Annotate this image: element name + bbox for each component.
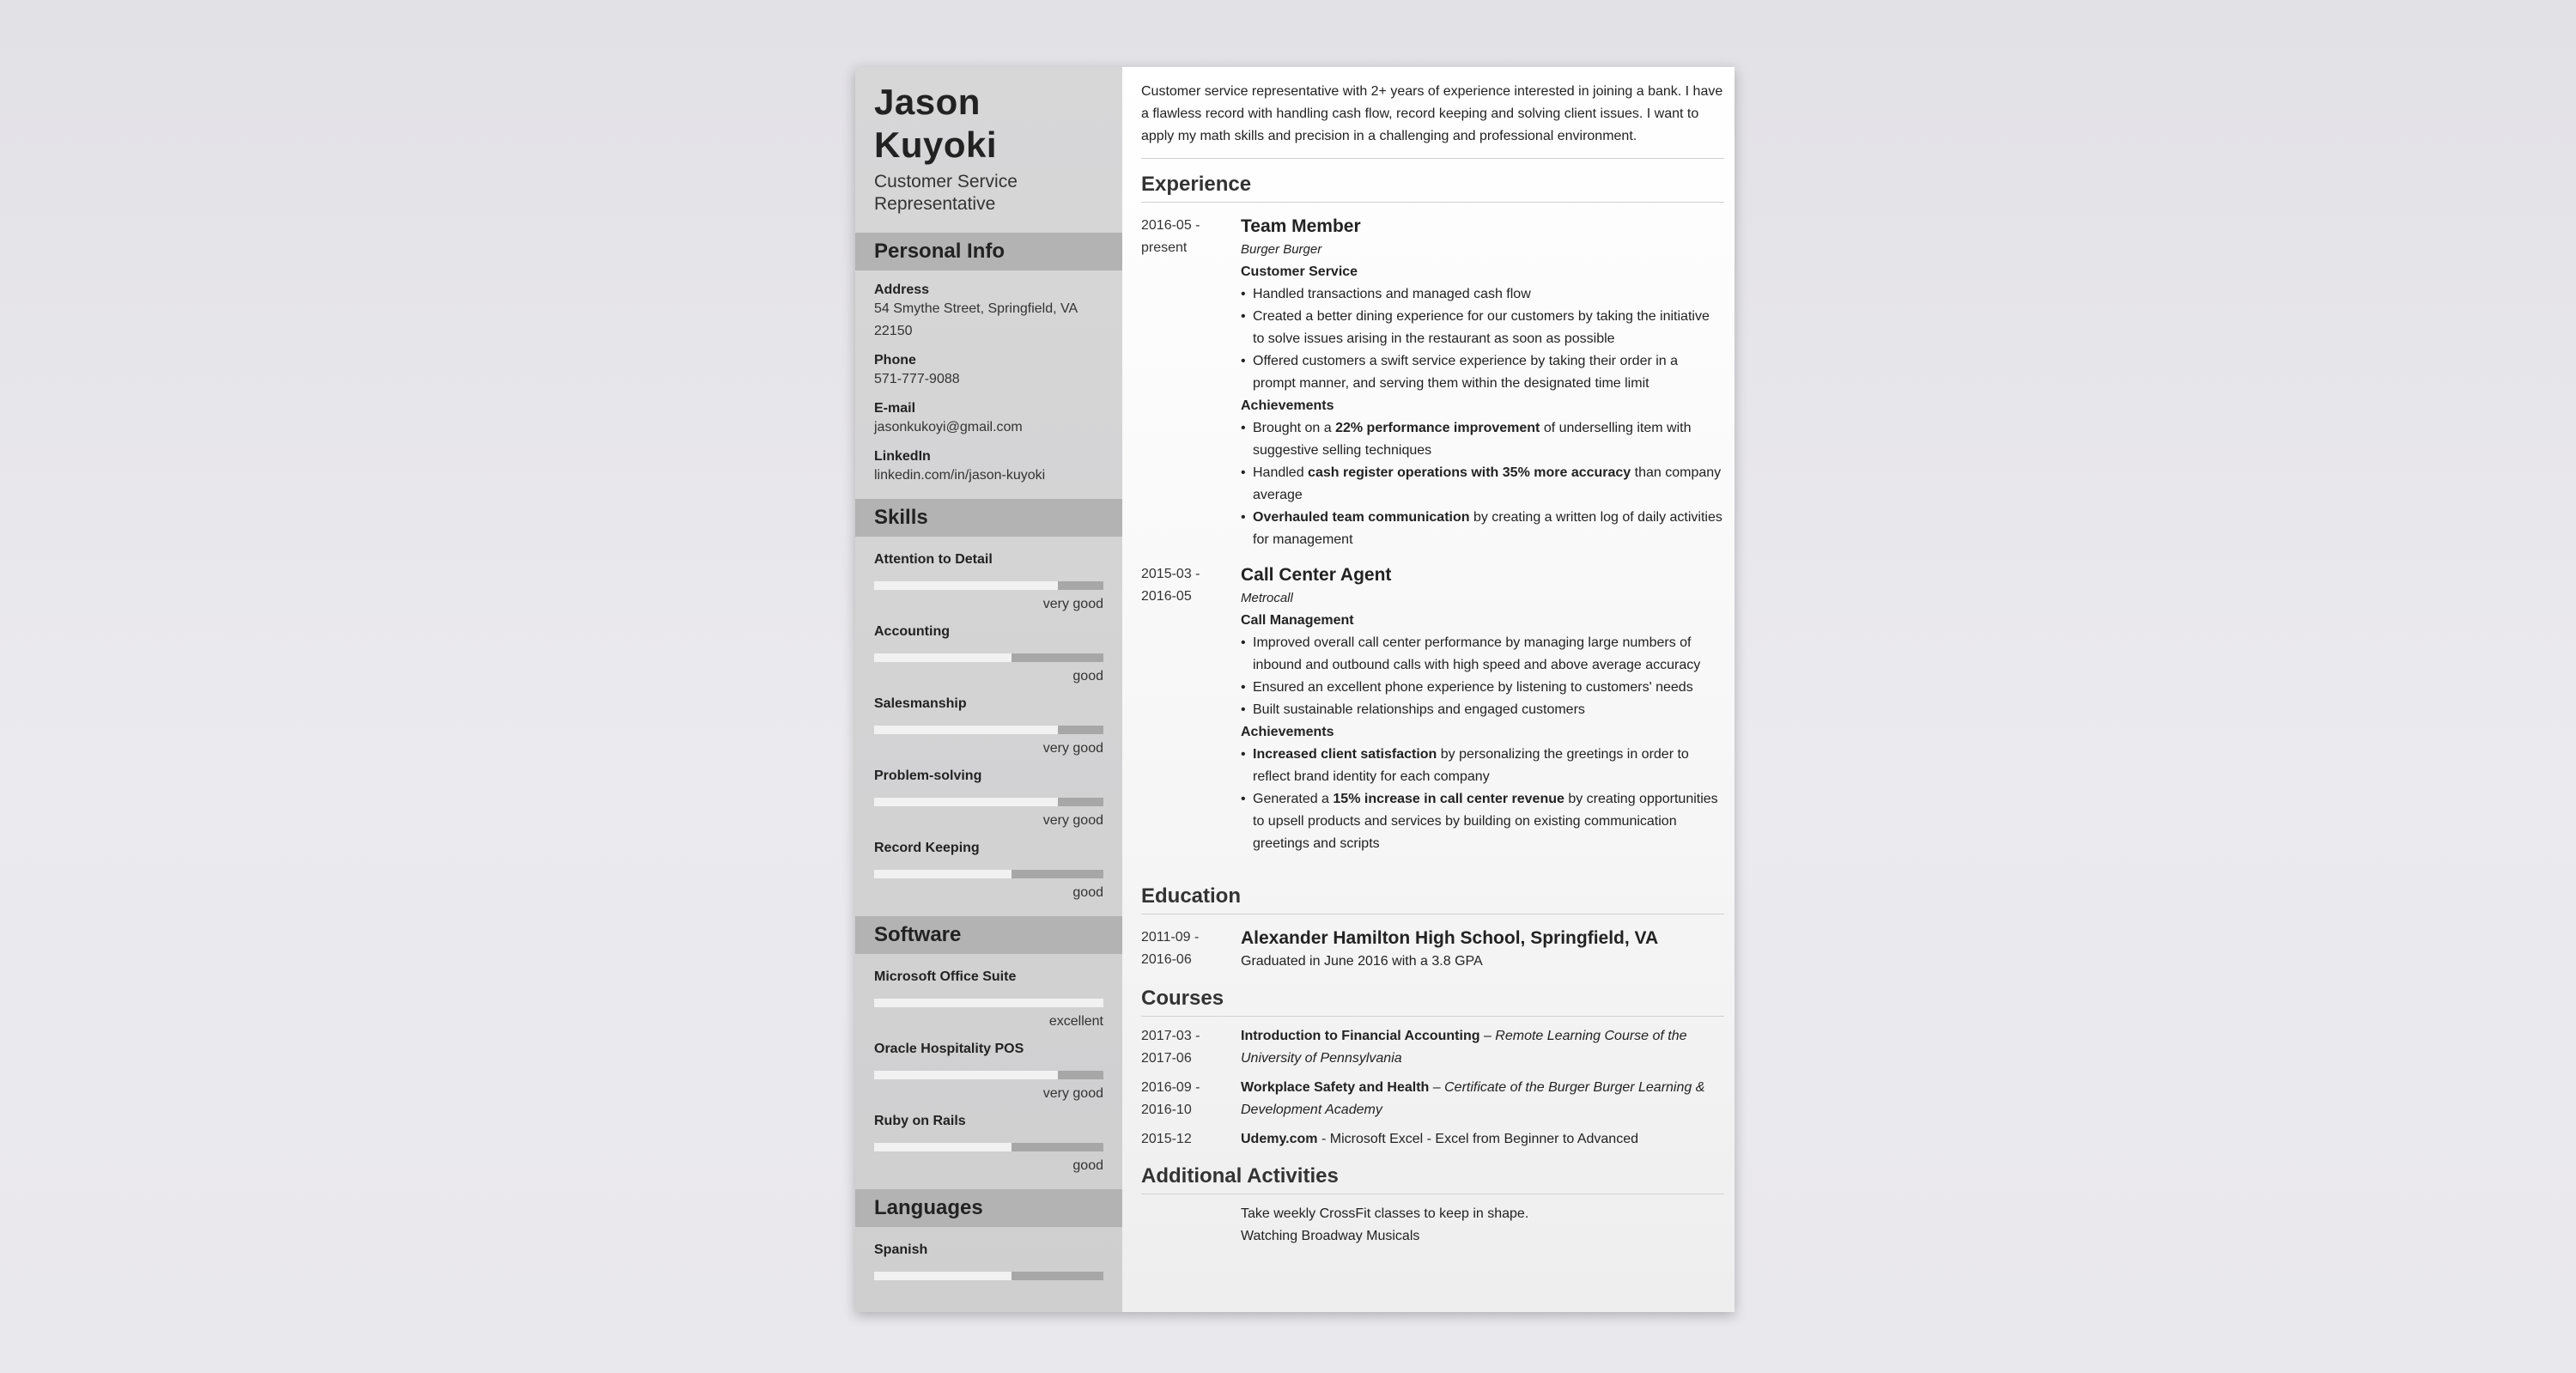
- job-title: Team Member: [1241, 216, 1361, 236]
- job-company: Metrocall: [1241, 591, 1293, 605]
- course-date: [1141, 1128, 1241, 1151]
- achievement-pre: Brought on a: [1253, 421, 1336, 435]
- software-name: Oracle Hospitality POS: [874, 1042, 1024, 1057]
- languages-heading: Languages: [855, 1189, 1122, 1227]
- skills-section: [855, 537, 1122, 911]
- candidate-name: Jason Kuyoki: [874, 82, 998, 166]
- course-date-end: 2017-06: [1141, 1051, 1192, 1066]
- job-date: [1141, 215, 1241, 551]
- activities-heading: Additional Activities: [1141, 1164, 1724, 1194]
- activity-item: Watching Broadway Musicals: [1241, 1229, 1420, 1243]
- course-date: [1141, 1025, 1241, 1070]
- activities-content: [1241, 1203, 1724, 1248]
- language-bar: [874, 1272, 1103, 1280]
- duty-item: • Created a better dining experience for our customers by taking the initiative to solve issues arising in the restaurant as soon as possible: [1253, 306, 1724, 350]
- summary-text: Customer service representative with 2+ years of experience interested in joining a bank. I have a flawless record with handling cash flow, record keeping and solving client issues. I want to apply my math skills and precision in a challenging and professional environment.: [1141, 81, 1724, 159]
- course-name: Workplace Safety and Health: [1241, 1080, 1430, 1095]
- school-name: Alexander Hamilton High School, Springfield, VA: [1241, 928, 1659, 948]
- achievements-subheading: Achievements: [1241, 398, 1334, 413]
- skill-item: [874, 696, 1103, 758]
- skill-bar-fill: [874, 581, 1058, 590]
- skill-name: Attention to Detail: [874, 552, 993, 568]
- job-date-start: 2016-05 -: [1141, 218, 1200, 233]
- duty-list: [1241, 283, 1724, 395]
- courses-heading: Courses: [1141, 987, 1724, 1017]
- skill-item: [874, 769, 1103, 830]
- achievement-post: by creating opportunities to upsell products and services by building on existing communication greetings and scripts: [1253, 792, 1718, 851]
- achievement-pre: Generated a: [1253, 792, 1334, 806]
- job-title: Call Center Agent: [1241, 565, 1392, 585]
- skills-heading: Skills: [855, 499, 1122, 537]
- language-item: [874, 1242, 1103, 1280]
- email-label: E-mail: [874, 401, 916, 416]
- duty-list: [1241, 632, 1724, 721]
- skill-bar: [874, 653, 1103, 662]
- skill-bar: [874, 726, 1103, 734]
- education-content: [1241, 926, 1724, 973]
- course-name: Udemy.com: [1241, 1132, 1318, 1146]
- software-bar: [874, 1143, 1103, 1151]
- resume-sidebar: [855, 67, 1122, 1312]
- activity-item: Take weekly CrossFit classes to keep in shape.: [1241, 1206, 1529, 1221]
- achievement-item: [1253, 507, 1724, 551]
- skill-item: [874, 841, 1103, 902]
- software-level: very good: [1042, 1086, 1103, 1102]
- skill-name: Problem-solving: [874, 769, 982, 784]
- job-date-end: present: [1141, 240, 1188, 255]
- phone-value: 571-777-9088: [874, 372, 960, 387]
- skill-bar-fill: [874, 653, 1012, 662]
- skill-bar: [874, 870, 1103, 878]
- language-name: Spanish: [874, 1242, 928, 1258]
- achievement-post: by creating a written log of daily activities for management: [1253, 510, 1722, 547]
- achievement-bold: 15% increase in call center revenue: [1333, 792, 1564, 806]
- job-subheading: Customer Service: [1241, 264, 1358, 279]
- duty-item: • Improved overall call center performance by managing large numbers of inbound and outbound calls with high speed and above average accuracy: [1253, 632, 1724, 677]
- education-date-end: 2016-06: [1141, 952, 1192, 967]
- achievement-item: [1253, 744, 1724, 788]
- duty-item: • Ensured an excellent phone experience by listening to customers' needs: [1253, 677, 1724, 699]
- skill-bar: [874, 798, 1103, 806]
- software-level: good: [1072, 1158, 1103, 1174]
- resume-page: [855, 67, 1735, 1312]
- address-label: Address: [874, 282, 930, 298]
- course-date-start: 2017-03 -: [1141, 1029, 1200, 1043]
- duty-item: • Offered customers a swift service experience by taking their order in a prompt manner, and serving them within the designated time limit: [1253, 350, 1724, 395]
- education-date: [1141, 926, 1241, 973]
- linkedin-label: LinkedIn: [874, 449, 931, 465]
- course-entry: [1141, 1077, 1724, 1121]
- course-content: [1241, 1128, 1724, 1151]
- software-name: Ruby on Rails: [874, 1114, 966, 1129]
- software-name: Microsoft Office Suite: [874, 969, 1017, 985]
- course-date-end: 2016-10: [1141, 1103, 1192, 1117]
- skill-level: very good: [1042, 597, 1103, 612]
- candidate-role: Customer Service Representative: [874, 171, 1018, 215]
- software-section: [855, 954, 1122, 1184]
- achievement-bold: Increased client satisfaction: [1253, 747, 1437, 762]
- course-entry: [1141, 1025, 1724, 1070]
- achievement-post: than company average: [1253, 465, 1722, 502]
- job-entry: [1141, 215, 1724, 551]
- education-date-start: 2011-09 -: [1141, 930, 1200, 945]
- duty-item: • Built sustainable relationships and engaged customers: [1253, 699, 1724, 721]
- linkedin-value: linkedin.com/in/jason-kuyoki: [874, 468, 1046, 483]
- skill-bar: [874, 581, 1103, 590]
- job-entry: [1141, 563, 1724, 855]
- course-date: [1141, 1077, 1241, 1121]
- name-block: [855, 67, 1122, 228]
- skill-name: Record Keeping: [874, 841, 980, 856]
- achievement-post: of underselling item with suggestive selling techniques: [1253, 421, 1692, 458]
- course-date-start: 2015-12: [1141, 1132, 1192, 1146]
- skill-level: very good: [1042, 813, 1103, 829]
- achievement-bold: 22% performance improvement: [1335, 421, 1540, 435]
- achievement-item: [1253, 788, 1724, 855]
- skill-level: good: [1072, 669, 1103, 684]
- job-content: [1241, 563, 1724, 855]
- job-content: [1241, 215, 1724, 551]
- activities-date-spacer: [1141, 1203, 1241, 1248]
- achievement-bold: cash register operations with 35% more accuracy: [1308, 465, 1631, 480]
- course-detail: Microsoft Excel - Excel from Beginner to Advanced: [1329, 1132, 1638, 1146]
- personal-info-section: [855, 270, 1122, 494]
- course-entry: [1141, 1128, 1724, 1151]
- software-bar-fill: [874, 1071, 1058, 1079]
- course-detail: Certificate of the Burger Burger Learning & Development Academy: [1241, 1080, 1705, 1117]
- software-item: [874, 1114, 1103, 1176]
- software-bar: [874, 999, 1103, 1007]
- course-separator: –: [1429, 1080, 1445, 1095]
- education-heading: Education: [1141, 884, 1724, 914]
- email-value: jasonkukoyi@gmail.com: [874, 420, 1023, 435]
- software-item: [874, 1042, 1103, 1103]
- achievement-post: by personalizing the greetings in order to reflect brand identity for each company: [1253, 747, 1689, 784]
- course-separator: –: [1479, 1029, 1496, 1043]
- address-value: 54 Smythe Street, Springfield, VA 22150: [874, 301, 1078, 339]
- experience-heading: Experience: [1141, 173, 1724, 203]
- skill-name: Salesmanship: [874, 696, 967, 712]
- job-date: [1141, 563, 1241, 855]
- course-date-start: 2016-09 -: [1141, 1080, 1200, 1095]
- software-heading: Software: [855, 916, 1122, 954]
- skill-name: Accounting: [874, 624, 950, 640]
- job-subheading: Call Management: [1241, 613, 1354, 628]
- job-date-start: 2015-03 -: [1141, 567, 1200, 581]
- course-content: [1241, 1077, 1724, 1121]
- education-entry: [1141, 926, 1724, 973]
- software-item: [874, 969, 1103, 1031]
- skill-bar-fill: [874, 798, 1058, 806]
- skill-level: good: [1072, 885, 1103, 901]
- achievement-pre: Handled: [1253, 465, 1309, 480]
- skill-level: very good: [1042, 741, 1103, 756]
- achievement-item: [1253, 417, 1724, 462]
- activities-entry: [1141, 1203, 1724, 1248]
- job-date-end: 2016-05: [1141, 589, 1192, 604]
- duty-item: • Handled transactions and managed cash flow: [1253, 283, 1724, 306]
- achievement-list: [1241, 417, 1724, 551]
- skill-bar-fill: [874, 726, 1058, 734]
- resume-main: [1122, 67, 1735, 1312]
- software-bar-fill: [874, 1143, 1012, 1151]
- software-level: excellent: [1048, 1014, 1103, 1030]
- skill-bar-fill: [874, 870, 1012, 878]
- phone-label: Phone: [874, 353, 916, 368]
- education-detail: Graduated in June 2016 with a 3.8 GPA: [1241, 954, 1483, 969]
- software-bar: [874, 1071, 1103, 1079]
- languages-section: [855, 1227, 1122, 1289]
- skill-item: [874, 552, 1103, 614]
- achievement-bold: Overhauled team communication: [1253, 510, 1470, 525]
- course-content: [1241, 1025, 1724, 1070]
- course-separator: -: [1317, 1132, 1330, 1146]
- course-detail: Remote Learning Course of the University of Pennsylvania: [1241, 1029, 1687, 1066]
- achievement-list: [1241, 744, 1724, 855]
- skill-item: [874, 624, 1103, 686]
- course-name: Introduction to Financial Accounting: [1241, 1029, 1480, 1043]
- achievement-item: [1253, 462, 1724, 507]
- language-bar-fill: [874, 1272, 1012, 1280]
- software-bar-fill: [874, 999, 1103, 1007]
- job-company: Burger Burger: [1241, 242, 1322, 257]
- achievements-subheading: Achievements: [1241, 725, 1334, 739]
- personal-info-heading: Personal Info: [855, 233, 1122, 270]
